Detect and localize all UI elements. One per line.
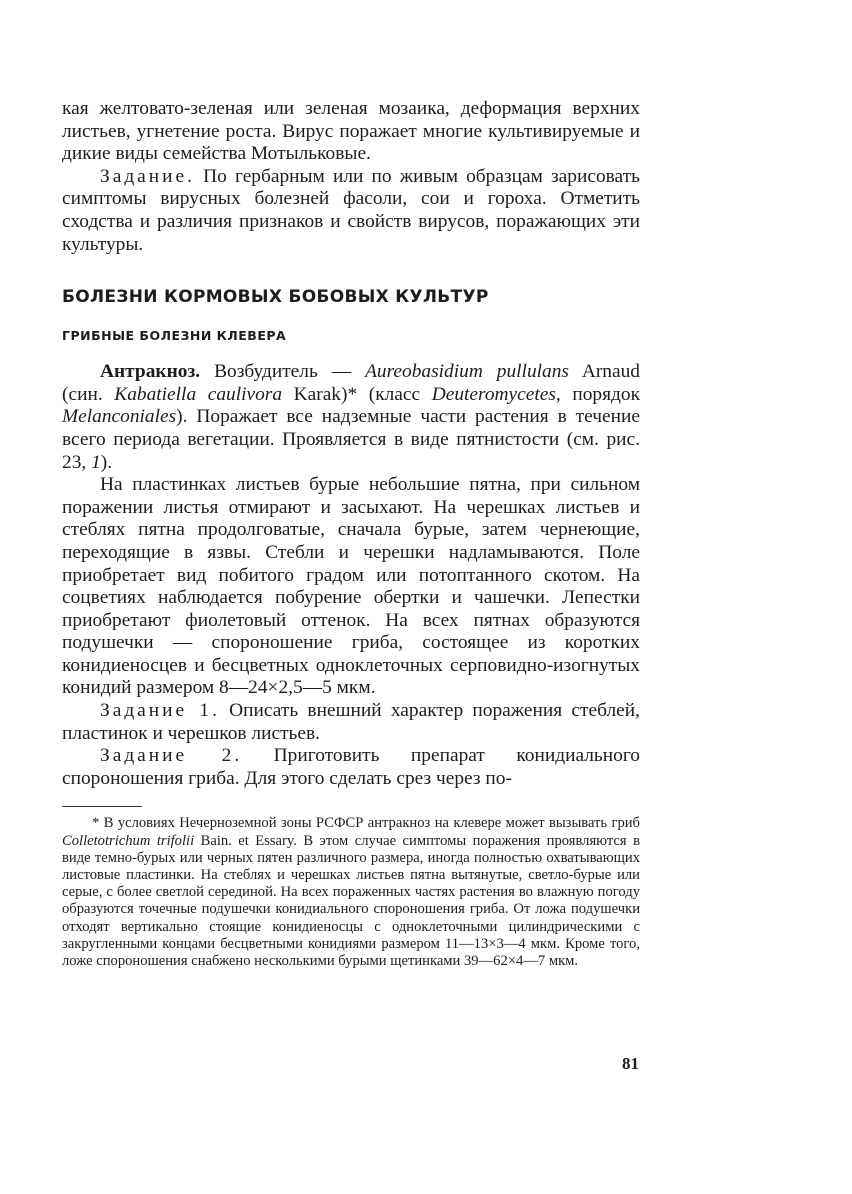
page-body	[62, 98, 640, 970]
footnote-text-2: Bain. et Essary. В этом случае симптомы поражения проявляются в виде темно-бурых или черных пятен различного размера, иногда полностью охватывающих листовые пластинки. На стеблях и черешках листьев пятна вытянутые, светло-бурые или серые, с более светлой серединой. На всех пораженных частях растения во влажную погоду образуются точечные подушечки конидиального спороношения гриба. От ложа подушечки отходят вертикально стоящие конидиеносцы с одноклеточными цилиндрическими с закругленными концами бесцветными конидиями размером 11—13×3—4 мкм. Кроме того, ложе спороношения снабжено несколькими бурыми щетинками 39—62×4—7 мкм.	[62, 832, 640, 970]
pathogen-name: Aureobasidium pullulans	[365, 361, 569, 383]
task-intro-label: Задание.	[100, 165, 196, 187]
figure-ref: 1	[91, 451, 101, 473]
synonym-name: Kabatiella caulivora	[114, 383, 283, 405]
page-number: 81	[622, 1054, 639, 1073]
anthracnose-text-5: ). Поражает все надземные части растения в течение всего периода вегетации. Проявляется в виде пятнистости (см. рис. 23,	[62, 406, 640, 473]
task-2-paragraph	[62, 745, 640, 790]
subsection-title: ГРИБНЫЕ БОЛЕЗНИ КЛЕВЕРА	[62, 328, 287, 344]
anthracnose-text-1: Возбудитель —	[214, 361, 366, 383]
task-1-label: Задание 1.	[100, 700, 220, 722]
footnote-species: Colletotrichum trifolii	[62, 832, 195, 849]
task-intro-text: По гербарным или по живым образцам зарисовать симптомы вирусных болезней фасоли, сои и гороха. Отметить сходства и различия признаков и свойств вирусов, поражающих эти культуры.	[62, 165, 640, 255]
order-name: Melanconiales	[62, 406, 177, 428]
anthracnose-text-2: Arnaud (син.	[62, 361, 640, 405]
intro-paragraph: кая желтовато-зеленая или зеленая мозаика, деформация верхних листьев, угнетение роста. Вирус поражает многие культивируемые и дикие виды семейства Мотыльковые.	[62, 98, 640, 165]
anthracnose-paragraph	[62, 361, 640, 474]
task-1-paragraph	[62, 700, 640, 745]
footnote	[62, 815, 640, 970]
task-1-text: Описать внешний характер поражения стеблей, пластинок и черешков листьев.	[62, 700, 640, 744]
description-paragraph: На пластинках листьев бурые небольшие пятна, при сильном поражении листья отмирают и засыхают. На черешках листьев и стеблях пятна продолговатые, сначала бурые, затем чернеющие, переходящие в язвы. Стебли и черешки надламываются. Поле приобретает вид побитого градом или потоптанного скотом. На соцветиях наблюдается побурение обертки и чашечки. Лепестки приобретают фиолетовый оттенок. На всех пятнах образуются подушечки — спороношение гриба, состоящее из коротких конидиеносцев и бесцветных одноклеточных серповидно-изогнутых конидий размером 8—24×2,5—5 мкм.	[62, 474, 640, 699]
anthracnose-text-3: Karak)* (класс	[282, 383, 432, 405]
task-2-text: Приготовить препарат конидиального спороношения гриба. Для этого сделать срез через по-	[62, 745, 640, 789]
anthracnose-text-4: порядок	[560, 383, 640, 405]
anthracnose-term: Антракноз.	[100, 361, 201, 383]
class-name: Deuteromycetes,	[431, 383, 561, 405]
task-2-label: Задание 2.	[100, 745, 243, 767]
anthracnose-text-6: ).	[100, 451, 113, 473]
footnote-text-1: * В условиях Нечерноземной зоны РСФСР антракноз на клевере может вызывать гриб	[92, 815, 640, 832]
section-title: БОЛЕЗНИ КОРМОВЫХ БОБОВЫХ КУЛЬТУР	[62, 287, 489, 308]
task-intro-paragraph	[62, 166, 640, 256]
footnote-divider	[62, 806, 142, 807]
